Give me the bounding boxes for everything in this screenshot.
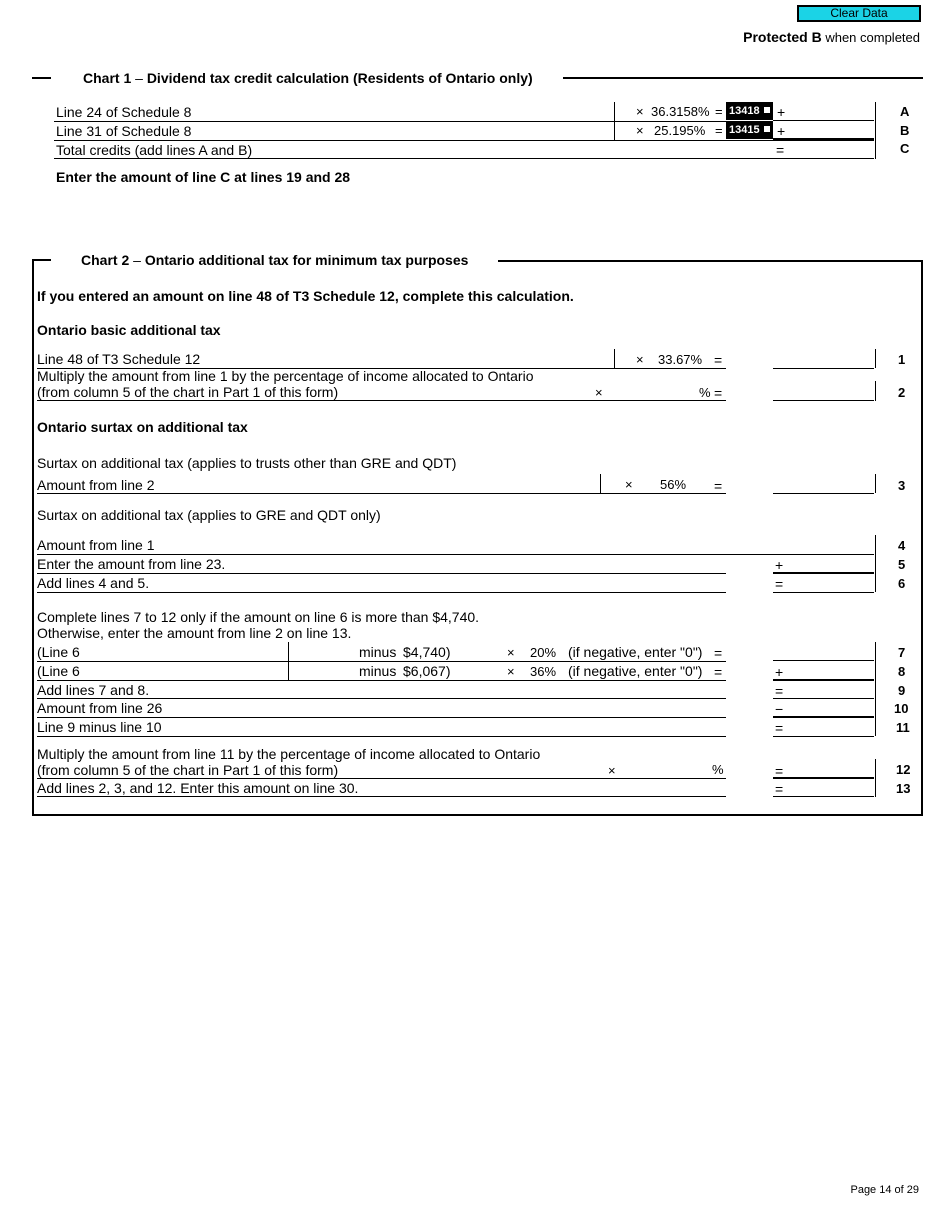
line8-number: 8	[898, 664, 906, 679]
line10-input[interactable]	[790, 698, 874, 717]
line7-times: ×	[507, 645, 515, 660]
chart2-frame	[32, 259, 51, 261]
line3-input[interactable]	[773, 474, 874, 493]
line5-label: Enter the amount from line 23.	[37, 556, 226, 572]
square-icon	[764, 126, 770, 132]
line6-label: Add lines 4 and 5.	[37, 575, 150, 591]
line2-rule	[37, 400, 726, 401]
line1-number: 1	[898, 352, 906, 367]
surtax-heading: Ontario surtax on additional tax	[37, 419, 248, 435]
chart1-rule	[773, 120, 874, 121]
line10-label: Amount from line 26	[37, 700, 163, 716]
square-icon	[764, 107, 770, 113]
line13-number: 13	[896, 781, 911, 796]
chart1-row-b-label: Line 31 of Schedule 8	[56, 123, 192, 139]
line2-percent: %	[699, 385, 711, 400]
basic-additional-heading: Ontario basic additional tax	[37, 322, 221, 338]
line2-label-a: Multiply the amount from line 1 by the percentage of income allocated to Ontario	[37, 368, 534, 384]
line1-input[interactable]	[773, 349, 874, 368]
line13-equals: =	[775, 781, 784, 797]
line1-label: Line 48 of T3 Schedule 12	[37, 351, 201, 367]
line6-equals: =	[775, 576, 784, 592]
line2-rule	[875, 381, 876, 401]
chart1-line-c-input[interactable]	[790, 139, 874, 158]
chart1-title-rest: Dividend tax credit calculation (Residents of Ontario only)	[146, 70, 533, 86]
line8-rule	[37, 680, 726, 681]
line8-amount: $6,067)	[403, 663, 451, 679]
chart1-row-a-equals: =	[715, 104, 723, 119]
line8-plus: +	[775, 664, 784, 680]
chart1-row-b-code	[726, 121, 773, 139]
chart1-row-b-times: ×	[636, 123, 644, 138]
line12-percent: %	[712, 762, 724, 777]
line7-number: 7	[898, 645, 906, 660]
line8-times: ×	[507, 664, 515, 679]
line12-equals: =	[775, 763, 784, 779]
line10-minus: −	[775, 701, 784, 717]
line4-input[interactable]	[773, 535, 874, 554]
chart2-title	[81, 252, 468, 268]
line4-rule	[37, 554, 874, 555]
line5-rule	[875, 554, 876, 573]
line9-equals: =	[775, 683, 784, 699]
chart1-row-a-letter: A	[900, 104, 910, 119]
chart2-title-rest: Ontario additional tax for minimum tax purposes	[144, 252, 469, 268]
line8-input[interactable]	[790, 661, 874, 680]
chart2-title-prefix: Chart 2	[81, 252, 130, 268]
line11-rule	[37, 736, 726, 737]
line7-rule	[875, 642, 876, 661]
line3-rule	[600, 474, 601, 493]
chart1-total-label: Total credits (add lines A and B)	[56, 142, 253, 158]
chart1-total-equals: =	[776, 142, 785, 158]
chart1-row-a-code-number: 13418	[729, 105, 760, 117]
chart1-row-a-rate: 36.3158%	[651, 104, 710, 119]
line1-rule	[773, 368, 874, 369]
chart1-row-a-times: ×	[636, 104, 644, 119]
chart1-title	[83, 70, 533, 86]
line10-rule	[37, 717, 726, 718]
line5-rule	[37, 573, 726, 574]
line11-number: 11	[896, 720, 910, 735]
chart1-row-a-code	[726, 102, 773, 120]
line7-rule	[37, 661, 726, 662]
line5-input[interactable]	[790, 554, 874, 573]
clear-data-button[interactable]: Clear Data	[797, 5, 921, 22]
chart1-line-b-input[interactable]	[790, 120, 874, 139]
chart2-frame	[32, 259, 34, 816]
line2-times: ×	[595, 385, 603, 400]
chart1-rule	[54, 158, 874, 159]
chart1-row-b-letter: B	[900, 123, 910, 138]
line8-minus: minus	[359, 663, 397, 679]
line12-label-a: Multiply the amount from line 11 by the percentage of income allocated to Ontario	[37, 746, 541, 762]
line4-number: 4	[898, 538, 906, 553]
chart2-title-dash: –	[133, 252, 141, 268]
line8-note: (if negative, enter "0")	[568, 663, 703, 679]
line12-rule	[37, 778, 726, 779]
line13-rule	[875, 778, 876, 797]
line8-input-a[interactable]	[290, 661, 356, 680]
line12-percent-input[interactable]	[622, 759, 708, 778]
chart1-title-rule-left	[32, 77, 51, 79]
chart1-row-b-plus: +	[777, 123, 786, 139]
line7-amount: $4,740)	[403, 644, 451, 660]
line5-number: 5	[898, 557, 906, 572]
chart2-frame	[921, 260, 923, 816]
line3-rate: 56%	[660, 477, 687, 492]
line9-rule	[37, 698, 726, 699]
surtax-other-label: Surtax on additional tax (applies to trusts other than GRE and QDT)	[37, 455, 457, 471]
protected-b-label	[743, 29, 920, 46]
line7-label: (Line 6	[37, 644, 80, 660]
line13-label: Add lines 2, 3, and 12. Enter this amount on line 30.	[37, 780, 359, 796]
chart1-title-dash: –	[135, 70, 143, 86]
line13-input[interactable]	[790, 778, 874, 797]
line11-input[interactable]	[790, 717, 874, 736]
line9-number: 9	[898, 683, 906, 698]
chart1-title-prefix: Chart 1	[83, 70, 132, 86]
line7-minus: minus	[359, 644, 397, 660]
line1-times: ×	[636, 352, 644, 367]
line2-equals: =	[714, 385, 723, 401]
line2-label-b: (from column 5 of the chart in Part 1 of this form)	[37, 384, 339, 400]
line10-number: 10	[894, 701, 909, 716]
line6-rule	[875, 573, 876, 592]
line12-rule	[875, 759, 876, 778]
complete-note-b: Otherwise, enter the amount from line 2 on line 13.	[37, 625, 352, 641]
line7-equals: =	[714, 645, 723, 661]
line3-rule	[875, 474, 876, 493]
line2-percent-input[interactable]	[610, 382, 695, 401]
line6-rule	[37, 592, 726, 593]
line8-equals: =	[714, 664, 723, 680]
line12-input[interactable]	[790, 759, 874, 778]
line8-rate: 36%	[530, 664, 557, 679]
line5-plus: +	[775, 557, 784, 573]
line3-rule	[773, 493, 874, 494]
line12-number: 12	[896, 762, 911, 777]
line12-label-b: (from column 5 of the chart in Part 1 of this form)	[37, 762, 339, 778]
chart1-rule	[614, 102, 615, 140]
line11-equals: =	[775, 720, 784, 736]
line2-input[interactable]	[773, 382, 874, 401]
line10-rule	[875, 698, 876, 717]
chart1-rule	[54, 140, 874, 141]
chart2-frame	[32, 814, 923, 816]
chart1-rule	[54, 121, 726, 122]
line6-input[interactable]	[790, 573, 874, 592]
line11-label: Line 9 minus line 10	[37, 719, 162, 735]
line13-rule	[37, 796, 726, 797]
surtax-gre-label: Surtax on additional tax (applies to GRE and QDT only)	[37, 507, 381, 523]
line9-input[interactable]	[790, 680, 874, 699]
line7-note: (if negative, enter "0")	[568, 644, 703, 660]
line7-input[interactable]	[773, 642, 874, 661]
page-number: Page 14 of 29	[850, 1184, 919, 1196]
line4-rule	[875, 535, 876, 554]
chart1-row-b-code-number: 13415	[729, 124, 760, 136]
line7-input-a[interactable]	[290, 642, 356, 661]
line1-rule	[614, 349, 615, 368]
line11-rule	[875, 717, 876, 736]
chart1-row-b-rate: 25.195%	[654, 123, 706, 138]
line2-rule	[773, 400, 874, 401]
chart1-title-rule-right	[563, 77, 923, 79]
line12-times: ×	[608, 763, 616, 778]
line7-rate: 20%	[530, 645, 557, 660]
line2-number: 2	[898, 385, 906, 400]
line6-rule	[773, 592, 874, 593]
line1-rule	[875, 349, 876, 368]
line11-rule	[773, 736, 874, 737]
protected-b-bold: Protected B	[743, 29, 822, 45]
line3-times: ×	[625, 477, 633, 492]
line13-rule	[773, 796, 874, 797]
line1-rate: 33.67%	[658, 352, 703, 367]
chart1-instruction: Enter the amount of line C at lines 19 and 28	[56, 169, 351, 185]
chart1-total-letter: C	[900, 141, 910, 156]
line3-equals: =	[714, 478, 723, 494]
chart2-frame	[498, 260, 922, 262]
chart1-row-b-equals: =	[715, 123, 723, 138]
line9-label: Add lines 7 and 8.	[37, 682, 150, 698]
line6-number: 6	[898, 576, 906, 591]
line3-number: 3	[898, 478, 906, 493]
chart2-intro: If you entered an amount on line 48 of T3 Schedule 12, complete this calculation.	[37, 288, 574, 304]
chart1-row-a-label: Line 24 of Schedule 8	[56, 104, 192, 120]
chart1-line-a-input[interactable]	[790, 101, 874, 120]
line4-label: Amount from line 1	[37, 537, 155, 553]
chart1-row-a-plus: +	[777, 104, 786, 120]
line8-label: (Line 6	[37, 663, 80, 679]
line3-label: Amount from line 2	[37, 477, 155, 493]
chart1-rule	[773, 138, 874, 140]
line3-rule	[37, 493, 726, 494]
line8-rule	[875, 661, 876, 680]
protected-b-rest: when completed	[825, 30, 920, 45]
complete-note-a: Complete lines 7 to 12 only if the amount on line 6 is more than $4,740.	[37, 609, 480, 625]
line1-equals: =	[714, 352, 723, 368]
chart1-rule	[875, 102, 876, 159]
line9-rule	[875, 680, 876, 699]
